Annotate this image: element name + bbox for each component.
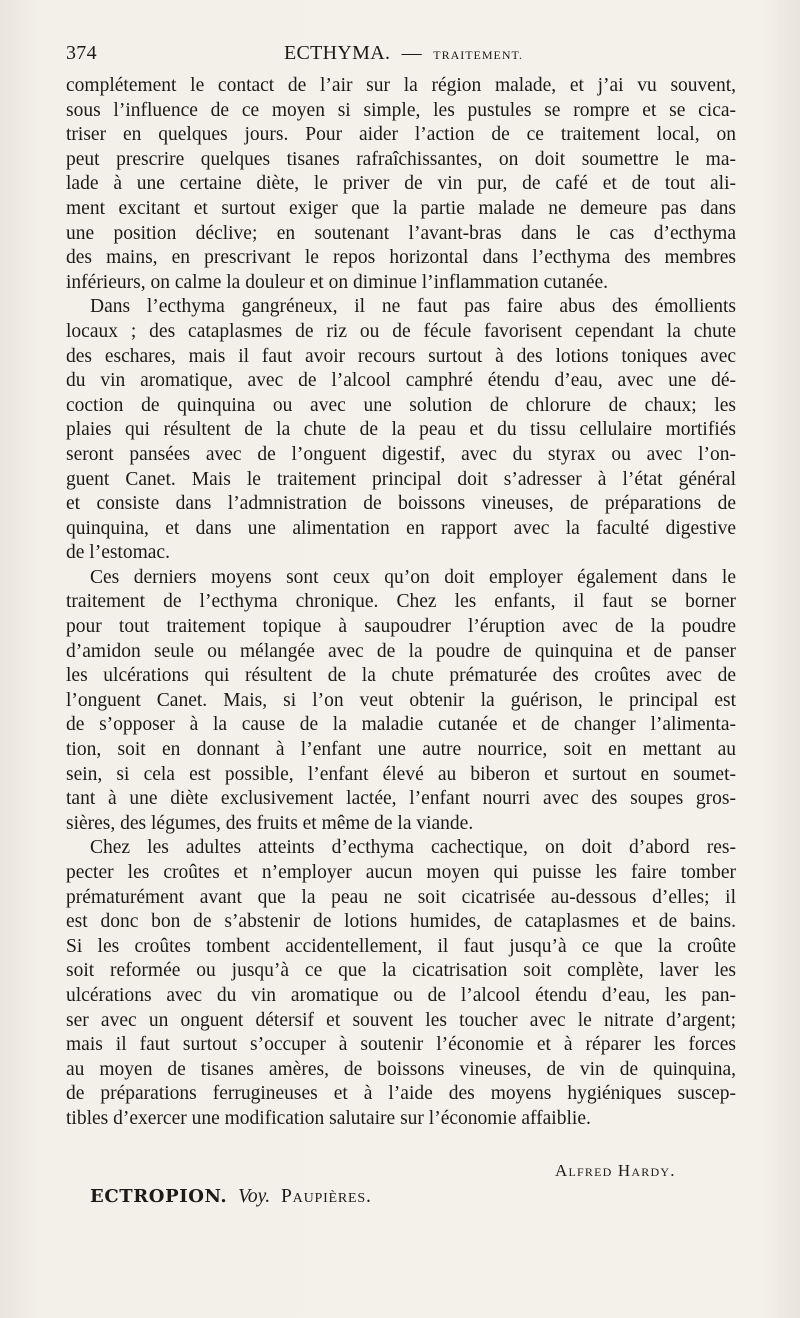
text-line: peut prescrire quelques tisanes rafraîchissantes, on doit soumettre le ma- [66,148,736,170]
paragraph-start: Dans l’ecthyma gangréneux, il ne faut pas faire abus des émollients [90,296,736,318]
body-text [66,74,736,1132]
paragraph-start: Ces derniers moyens sont ceux qu’on doit employer également dans le [90,566,736,588]
text-line: les ulcérations qui résultent de la chute prématurée des croûtes avec de [66,665,736,687]
running-title [284,42,523,65]
entry-term: ECTROPION. [90,1186,228,1207]
text-line: d’amidon seule ou mélangée avec de la poudre de quinquina et de panser [66,640,736,662]
cross-reference-entry [90,1186,372,1208]
text-line: ment excitant et surtout exiger que la partie malade ne demeure pas dans [66,197,736,219]
running-title-main: ECTHYMA. [284,42,391,64]
text-line: mais il faut surtout s’occuper à soutenir l’économie et à réparer les forces [66,1034,736,1056]
text-line: soit reformée ou jusqu’à ce que la cicatrisation soit complète, laver les [66,960,736,982]
paragraph-start: Chez les adultes atteints d’ecthyma cachectique, on doit d’abord res- [90,837,736,859]
entry-see-also: Voy. [238,1186,271,1207]
text-line: pour tout traitement topique à saupoudrer l’éruption avec de la poudre [66,616,736,638]
text-line: sous l’influence de ce moyen si simple, les pustules se rompre et se cica- [66,99,736,121]
text-line: tibles d’exercer une modification salutaire sur l’économie affaiblie. [66,1107,591,1129]
text-line: de préparations ferrugineuses et à l’aide des moyens hygiéniques suscep- [66,1083,736,1105]
text-line: pecter les croûtes et n’employer aucun moyen qui puisse les faire tomber [66,862,736,883]
text-line: guent Canet. Mais le traitement principal doit s’adresser à l’état général [66,468,736,490]
running-title-sub: TRAITEMENT. [433,48,523,62]
author-signature: Alfred Hardy. [555,1161,676,1180]
text-line: des eschares, mais il faut avoir recours surtout à des lotions toniques avec [66,345,736,367]
text-line: triser en quelques jours. Pour aider l’action de ce traitement local, on [66,124,736,146]
text-line: tant à une diète exclusivement lactée, l’enfant nourri avec des soupes gros- [66,788,736,810]
text-line: l’onguent Canet. Mais, si l’on veut obtenir la guérison, le principal est [66,689,736,711]
text-line: des mains, en prescrivant le repos horizontal dans l’ecthyma des membres [66,247,736,269]
running-header [66,40,736,68]
text-line: tion, soit en donnant à l’enfant une autre nourrice, soit en mettant au [66,739,736,761]
text-line: seront pansées avec de l’onguent digestif, avec du styrax ou avec l’on- [66,443,736,465]
text-line: ser avec un onguent détersif et souvent les toucher avec le nitrate d’argent; [66,1009,736,1031]
text-line: et consiste dans l’admnistration de boissons vineuses, de préparations de [66,493,736,515]
text-line: ulcérations avec du vin aromatique ou de l’alcool étendu d’eau, les pan- [66,984,736,1006]
text-line: coction de quinquina ou avec une solution de chlorure de chaux; les [66,394,736,416]
text-line: inférieurs, on calme la douleur et on diminue l’inflammation cutanée. [66,271,609,293]
entry-target: Paupières. [281,1186,372,1207]
text-line: prématurément avant que la peau ne soit cicatrisée au-dessous d’elles; il [66,886,736,908]
text-line: locaux ; des cataplasmes de riz ou de fécule favorisent cependant la chute [66,320,736,342]
text-line: traitement de l’ecthyma chronique. Chez les enfants, il faut se borner [66,591,736,613]
text-line: sein, si cela est possible, l’enfant élevé au biberon et surtout en soumet- [66,763,736,785]
text-line: complétement le contact de l’air sur la région malade, et j’ai vu souvent, [66,75,736,96]
text-line: au moyen de tisanes amères, de boissons vineuses, de vin de quinquina, [66,1058,736,1080]
running-title-dash: — [401,42,422,64]
text-line: est donc bon de s’abstenir de lotions humides, de cataplasmes et de bains. [66,911,736,933]
text-line: une position déclive; en soutenant l’avant-bras dans le cas d’ecthyma [66,222,736,244]
page-number: 374 [66,42,97,64]
text-line: du vin aromatique, avec de l’alcool camphré étendu d’eau, avec une dé- [66,370,736,392]
text-line: Si les croûtes tombent accidentellement, il faut jusqu’à ce que la croûte [66,935,736,957]
text-line: de l’estomac. [66,542,170,564]
text-line: sières, des légumes, des fruits et même de la viande. [66,812,474,834]
text-line: quinquina, et dans une alimentation en rapport avec la faculté digestive [66,517,736,539]
text-line: lade à une certaine diète, le priver de vin pur, de café et de tout ali- [66,173,736,195]
text-line: plaies qui résultent de la chute de la peau et du tissu cellulaire mortifiés [66,419,736,441]
text-line: de s’opposer à la cause de la maladie cutanée et de changer l’alimenta- [66,714,736,736]
